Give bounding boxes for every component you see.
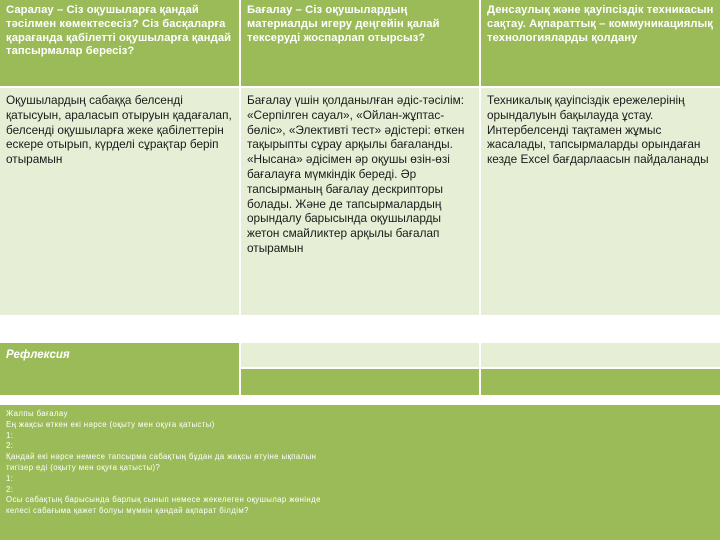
body-differentiation: Оқушылардың сабаққа белсенді қатысуын, араласып отыруын қадағалап, белсенді оқушыларға жеке қабілеттерін ескере отырып, күрделі сұрақтар беріп отырамын xyxy=(0,88,239,315)
summary-line: 1: xyxy=(6,430,14,440)
summary-line: Жалпы бағалау xyxy=(6,409,68,418)
summary-line: 2: xyxy=(6,441,14,451)
reflection-label: Рефлексия xyxy=(0,343,239,395)
body-assessment: Бағалау үшін қолданылған әдіс-тәсілім: «Серпілген сауал», «Ойлан-жұптас-бөліс», «Элективті тест» әдістері: өткен тақырыпты сұрау арқылы бағаланды. «Нысана» әдісімен әр оқушы өзін-өзі бағалауға мүмкіндік береді. Әр тапсырманың бағалау дескрипторы болады. Және де тапсырмалардың орындалу барысында оқушыларды жетон смайликтер арқылы бағалап отырамын xyxy=(241,88,479,315)
header-assessment: Бағалау – Сіз оқушылардың материалды игеру деңгейін қалай тексеруді жоспарлап отырсыз? xyxy=(241,0,479,86)
summary-line: тигізер еді (оқыту мен оқуға қатысты)? xyxy=(6,462,161,472)
reflection-cell xyxy=(241,343,479,367)
summary-line: келесі сабағыма қажет болуы мүмкін қандай ақпарат білдім? xyxy=(6,506,249,516)
summary-line: 1: xyxy=(6,473,14,483)
general-assessment-box xyxy=(0,405,720,540)
summary-line: Ең жақсы өткен екі нәрсе (оқыту мен оқуға қатысты) xyxy=(6,419,215,429)
summary-line: 2: xyxy=(6,484,14,494)
reflection-cell xyxy=(241,369,479,395)
reflection-cell xyxy=(481,343,720,367)
summary-line: Осы сабақтың барысында барлық сынып немесе жекелеген оқушылар жөнінде xyxy=(6,495,321,505)
summary-line: Қандай екі нәрсе немесе тапсырма сабақтың бұдан да жақсы өтуіне ықпалын xyxy=(6,452,317,462)
header-differentiation: Саралау – Сіз оқушыларға қандай тәсілмен көмектесесіз? Сіз басқаларға қарағанда қабілетті оқушыларға қандай тапсырмалар бересіз? xyxy=(0,0,239,86)
body-health-safety-ict: Техникалық қауіпсіздік ережелерінің орындалуын бақылауда ұстау. Интербелсенді тақтамен жұмыс жасалады, тапсырмаларды орындаған кезде Excel бағдарлаасын пайдаланады xyxy=(481,88,720,315)
header-health-safety-ict: Денсаулық және қауіпсіздік техникасын сақтау. Ақпараттық – коммуникациялық технологияларды қолдану xyxy=(481,0,720,86)
reflection-cell xyxy=(481,369,720,395)
